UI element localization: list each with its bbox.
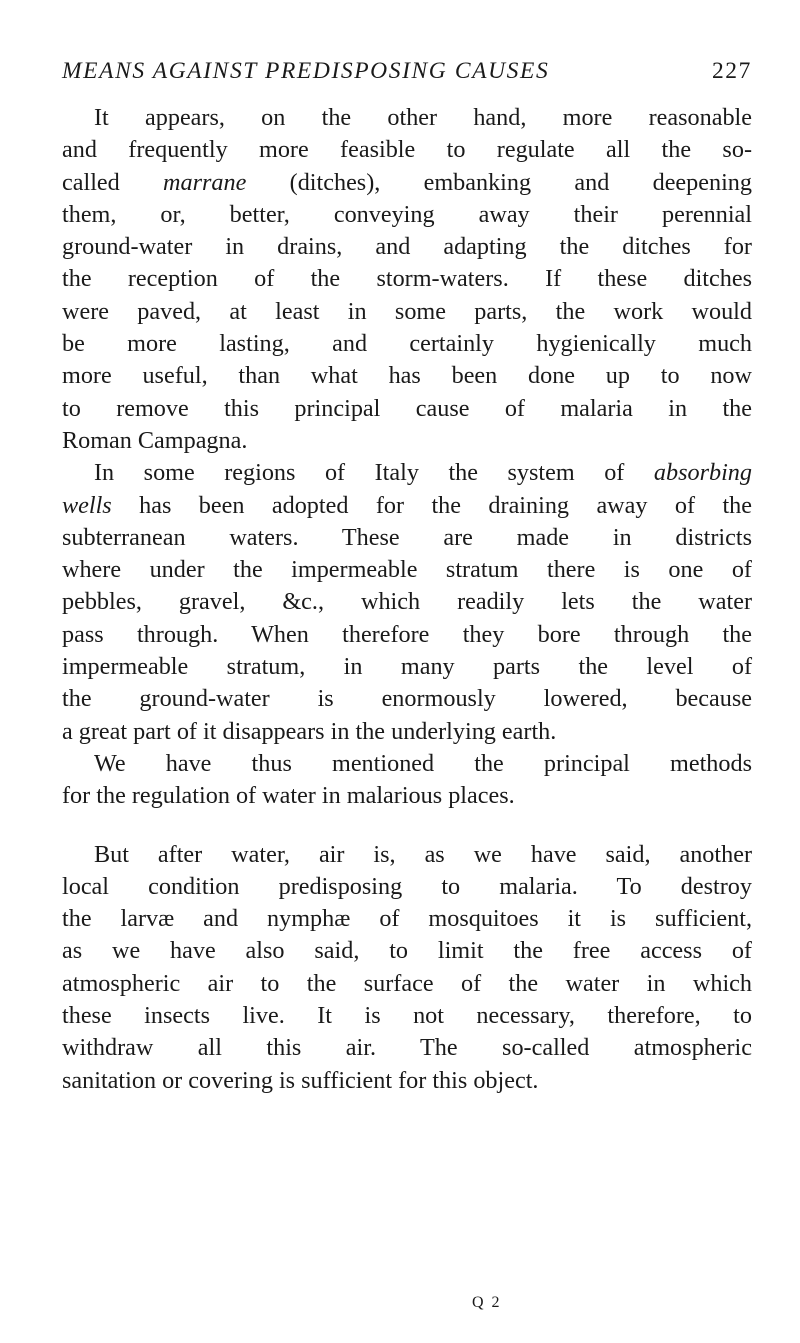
text-line: ground-water in drains, and adapting the ditches for xyxy=(62,233,752,261)
text-line: pebbles, gravel, &c., which readily lets the water xyxy=(62,588,752,616)
running-head-title: MEANS AGAINST PREDISPOSING CAUSES xyxy=(62,58,550,84)
text-line: and frequently more feasible to regulate all the so- xyxy=(62,136,752,164)
body-text xyxy=(62,102,752,1097)
text-line: It appears, on the other hand, more reasonable xyxy=(94,104,752,131)
text-line: pass through. When therefore they bore through the xyxy=(62,620,752,648)
text-line: these insects live. It is not necessary, therefore, to xyxy=(62,1002,752,1030)
text-line: sanitation or covering is sufficient for this object. xyxy=(62,1066,539,1094)
text-line: impermeable stratum, in many parts the level of xyxy=(62,653,752,681)
text-line: a great part of it disappears in the underlying earth. xyxy=(62,717,557,745)
text-line: the reception of the storm-waters. If these ditches xyxy=(62,265,752,293)
text-line: more useful, than what has been done up to now xyxy=(62,362,752,390)
text-line: to remove this principal cause of malaria in the xyxy=(62,394,752,422)
paragraph xyxy=(62,102,752,457)
paragraph xyxy=(62,748,752,813)
text-line: atmospheric air to the surface of the water in which xyxy=(62,969,752,997)
signature-mark: Q 2 xyxy=(472,1294,502,1311)
text-line: the larvæ and nymphæ of mosquitoes it is sufficient, xyxy=(62,905,752,933)
text-line: withdraw all this air. The so-called atmospheric xyxy=(62,1034,752,1062)
text-line: wells has been adopted for the draining away of the xyxy=(62,491,752,519)
text-line: were paved, at least in some parts, the work would xyxy=(62,297,752,325)
text-line: In some regions of Italy the system of absorbing xyxy=(94,459,752,487)
text-line: subterranean waters. These are made in districts xyxy=(62,523,752,551)
text-line: We have thus mentioned the principal methods xyxy=(94,749,752,777)
paragraph xyxy=(62,839,752,1097)
text-line: for the regulation of water in malarious places. xyxy=(62,782,515,810)
running-head xyxy=(62,58,752,98)
page-number: 227 xyxy=(711,58,752,84)
text-line: Roman Campagna. xyxy=(62,426,248,454)
paragraph xyxy=(62,457,752,748)
text-line: But after water, air is, as we have said, another xyxy=(94,840,752,868)
text-line: as we have also said, to limit the free access of xyxy=(62,937,752,965)
text-line: them, or, better, conveying away their perennial xyxy=(62,200,752,228)
text-line: be more lasting, and certainly hygienically much xyxy=(62,330,752,358)
text-line: local condition predisposing to malaria. To destroy xyxy=(62,872,752,900)
text-line: the ground-water is enormously lowered, because xyxy=(62,685,752,713)
text-line: called marrane (ditches), embanking and deepening xyxy=(62,168,752,196)
text-line: where under the impermeable stratum there is one of xyxy=(62,556,752,584)
